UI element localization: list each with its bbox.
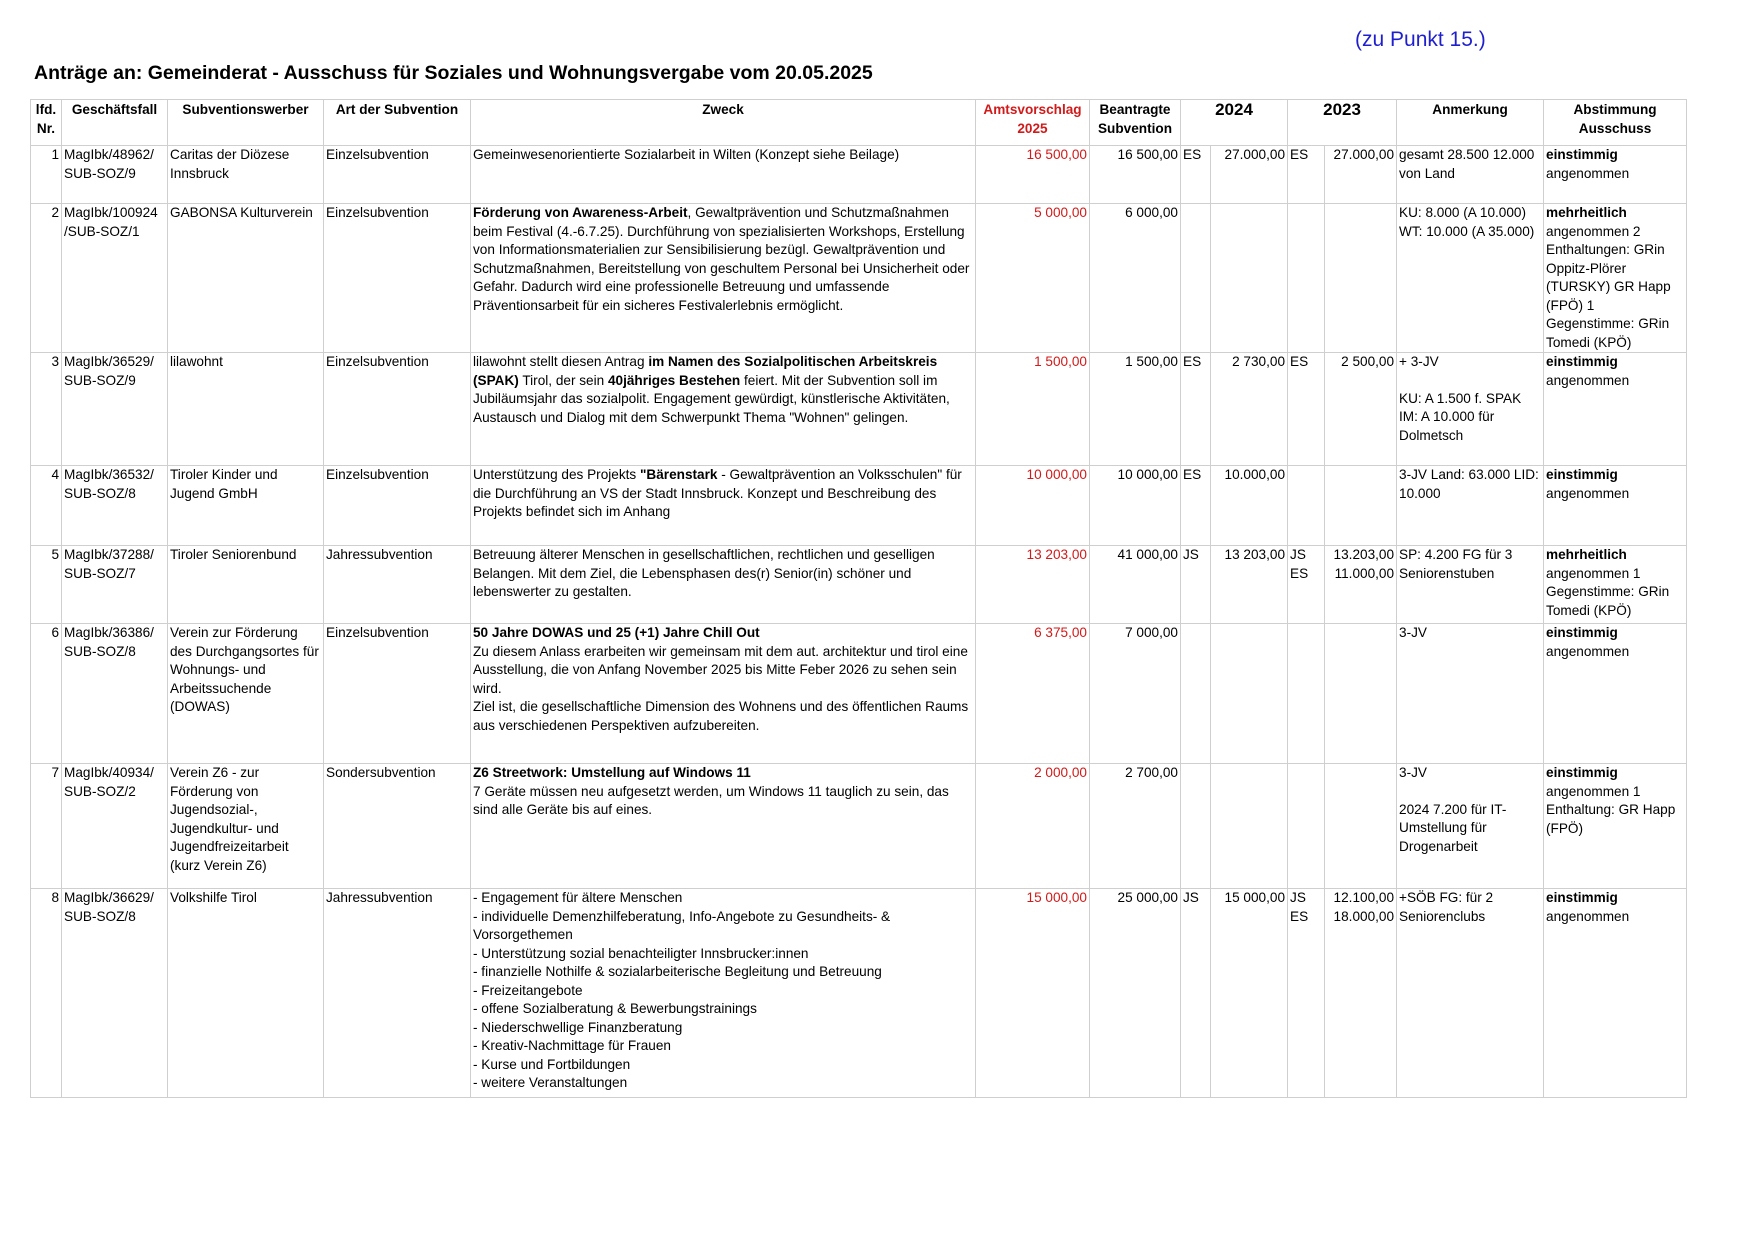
cell-abstimmung — [1544, 146, 1687, 204]
zweck-text: , Gewaltprävention und Schutzmaßnahmen beim Festival (4.-6.7.25). Durchführung von spezialisierten Workshops, Erstellung von Informationsmaterialien zur Sensibilisierung bezügl. Gewaltprävention und Schutzmaßnahmen, Bereitstellung von geschultem Personal bei Unsicherheit oder Gefahr. Dadurch wird eine professionelle Betreuung und umfassende Präventionsarbeit für ein sicheres Festivalerlebnis ermöglicht. — [473, 205, 970, 313]
col-header-nr: lfd. Nr. — [31, 100, 62, 146]
cell-geschaeftsfall: MagIbk/100924 /SUB-SOZ/1 — [62, 204, 168, 353]
cell-value-2023: 2 500,00 — [1325, 353, 1397, 466]
cell-value-2024: 15 000,00 — [1211, 889, 1288, 1098]
col-header-2023: 2023 — [1288, 100, 1397, 146]
cell-type-2023: ES — [1288, 353, 1325, 466]
zweck-bold: Z6 Streetwork: Umstellung auf Windows 11 — [473, 765, 751, 780]
zweck-text: feiert. Mit der Subvention soll im Jubiläumsjahr das sozialpolit. Engagement gewürdigt, künstlerische Aktivitäten, Austausch und Dialog mit dem Schwerpunkt Thema "Wohnen" gelingen. — [473, 372, 950, 425]
cell-abstimmung — [1544, 546, 1687, 624]
note-line: + 3-JV — [1399, 354, 1439, 369]
zweck-list-item: - finanzielle Nothilfe & sozialarbeiterische Begleitung und Betreuung — [473, 964, 882, 979]
cell-geschaeftsfall: MagIbk/36532/ SUB-SOZ/8 — [62, 466, 168, 546]
col-header-2024: 2024 — [1181, 100, 1288, 146]
zweck-text: Betreuung älterer Menschen in gesellschaftlichen, rechtlichen und geselligen Belangen. Mit dem Ziel, die Lebensphasen des(r) Senior(in) schöner und lebenswerter zu gestalten. — [473, 547, 935, 599]
zweck-list-item: - Kurse und Fortbildungen — [473, 1056, 631, 1072]
vote-detail: angenommen 1 Gegenstimme: GRin Tomedi (KPÖ) — [1546, 565, 1670, 618]
cell-zweck — [471, 889, 976, 1098]
table-row — [31, 466, 1687, 546]
col-header-amtsvorschlag: Amtsvorschlag 2025 — [976, 100, 1090, 146]
cell-nr: 1 — [31, 146, 62, 204]
cell-subventionswerber: Caritas der Diözese Innsbruck — [168, 146, 324, 204]
cell-type-2024 — [1181, 764, 1211, 889]
cell-art: Jahressubvention — [324, 889, 471, 1098]
cell-amtsvorschlag: 2 000,00 — [976, 764, 1090, 889]
col-header-beantragt: Beantragte Subvention — [1090, 100, 1181, 146]
note-detail: 2024 7.200 für IT-Umstellung für Drogenarbeit — [1399, 801, 1507, 854]
note-line: 3-JV — [1399, 765, 1427, 780]
cell-beantragt: 2 700,00 — [1090, 764, 1181, 889]
zweck-list-item: - Freizeitangebote — [473, 982, 583, 998]
cell-type-2023: JS ES — [1288, 546, 1325, 624]
table-row — [31, 764, 1687, 889]
vote-result: mehrheitlich — [1546, 205, 1627, 220]
cell-nr: 7 — [31, 764, 62, 889]
cell-type-2024: ES — [1181, 146, 1211, 204]
cell-type-2023: JS ES — [1288, 889, 1325, 1098]
col-header-zweck: Zweck — [471, 100, 976, 146]
cell-type-2024 — [1181, 204, 1211, 353]
cell-type-2023 — [1288, 624, 1325, 764]
zweck-text: Gemeinwesenorientierte Sozialarbeit in Wilten (Konzept siehe Beilage) — [473, 147, 900, 162]
zweck-text: - Gewaltprävention an Volksschulen" für die Durchführung an VS der Stadt Innsbruck. Konzept und Beschreibung des Projekts befindet sich im Anhang — [473, 467, 962, 519]
cell-value-2024: 10.000,00 — [1211, 466, 1288, 546]
zweck-list-item: - Niederschwellige Finanzberatung — [473, 1019, 683, 1035]
col-header-subventionswerber: Subventionswerber — [168, 100, 324, 146]
cell-nr: 6 — [31, 624, 62, 764]
cell-value-2023 — [1325, 624, 1397, 764]
cell-amtsvorschlag: 5 000,00 — [976, 204, 1090, 353]
cell-beantragt: 25 000,00 — [1090, 889, 1181, 1098]
cell-type-2024: JS — [1181, 546, 1211, 624]
note-detail: KU: A 1.500 f. SPAK IM: A 10.000 für Dolmetsch — [1399, 390, 1522, 443]
zweck-text: Zu diesem Anlass erarbeiten wir gemeinsam mit dem aut. architektur und tirol eine Ausstellung, die von Anfang November 2025 bis Mitte Feber 2026 zu sehen sein wird. — [473, 643, 968, 696]
cell-value-2023 — [1325, 466, 1397, 546]
table-row — [31, 204, 1687, 353]
cell-anmerkung: 3-JV — [1397, 624, 1544, 764]
cell-type-2024: ES — [1181, 353, 1211, 466]
cell-subventionswerber: Verein zur Förderung des Durchgangsortes für Wohnungs- und Arbeitssuchende (DOWAS) — [168, 624, 324, 764]
cell-value-2024: 2 730,00 — [1211, 353, 1288, 466]
cell-value-2023 — [1325, 764, 1397, 889]
table-row — [31, 546, 1687, 624]
vote-result: einstimmig — [1546, 467, 1618, 482]
zweck-list-item: - weitere Veranstaltungen — [473, 1075, 628, 1090]
vote-result: einstimmig — [1546, 765, 1618, 780]
zweck-bold: im Namen des Sozialpolitischen Arbeitskreis (SPAK) — [473, 354, 938, 388]
cell-zweck — [471, 146, 976, 204]
zweck-text: lilawohnt stellt diesen Antrag — [473, 354, 649, 369]
table-row — [31, 624, 1687, 764]
cell-subventionswerber: Tiroler Seniorenbund — [168, 546, 324, 624]
zweck-list-item: - Engagement für ältere Menschen — [473, 890, 683, 905]
cell-art: Einzelsubvention — [324, 466, 471, 546]
agenda-item-reference: (zu Punkt 15.) — [1355, 28, 1486, 51]
cell-anmerkung: KU: 8.000 (A 10.000) WT: 10.000 (A 35.000) — [1397, 204, 1544, 353]
cell-beantragt: 16 500,00 — [1090, 146, 1181, 204]
vote-detail: angenommen 2 Enthaltungen: GRin Oppitz-Plörer (TURSKY) GR Happ (FPÖ) 1 Gegenstimme: GRin Tomedi (KPÖ) — [1546, 223, 1671, 350]
zweck-bold: 40jähriges Bestehen — [607, 372, 741, 388]
cell-type-2023 — [1288, 204, 1325, 353]
cell-abstimmung — [1544, 889, 1687, 1098]
cell-beantragt: 7 000,00 — [1090, 624, 1181, 764]
vote-detail: angenommen — [1546, 165, 1630, 181]
cell-zweck — [471, 764, 976, 889]
cell-subventionswerber: lilawohnt — [168, 353, 324, 466]
cell-subventionswerber: Volkshilfe Tirol — [168, 889, 324, 1098]
cell-geschaeftsfall: MagIbk/48962/ SUB-SOZ/9 — [62, 146, 168, 204]
cell-amtsvorschlag: 10 000,00 — [976, 466, 1090, 546]
cell-anmerkung: +SÖB FG: für 2 Seniorenclubs — [1397, 889, 1544, 1098]
cell-beantragt: 6 000,00 — [1090, 204, 1181, 353]
cell-zweck — [471, 546, 976, 624]
vote-detail: angenommen — [1546, 372, 1630, 388]
cell-value-2023 — [1325, 204, 1397, 353]
cell-abstimmung — [1544, 624, 1687, 764]
cell-type-2023 — [1288, 764, 1325, 889]
zweck-bold: Förderung von Awareness-Arbeit — [473, 205, 688, 220]
cell-amtsvorschlag: 6 375,00 — [976, 624, 1090, 764]
cell-geschaeftsfall: MagIbk/37288/ SUB-SOZ/7 — [62, 546, 168, 624]
zweck-text: Ziel ist, die gesellschaftliche Dimension des Wohnens und des öffentlichen Raums aus verschiedenen Perspektiven aufzubereiten. — [473, 699, 969, 733]
subsidy-table — [30, 99, 1687, 1098]
vote-detail: angenommen 1 Enthaltung: GR Happ (FPÖ) — [1546, 783, 1676, 836]
zweck-list-item: - offene Sozialberatung & Bewerbungstrainings — [473, 1001, 757, 1016]
cell-art: Jahressubvention — [324, 546, 471, 624]
cell-subventionswerber: GABONSA Kulturverein — [168, 204, 324, 353]
cell-subventionswerber: Verein Z6 - zur Förderung von Jugendsozial-, Jugendkultur- und Jugendfreizeitarbeit (kurz Verein Z6) — [168, 764, 324, 889]
vote-detail: angenommen — [1546, 643, 1630, 659]
cell-art: Einzelsubvention — [324, 204, 471, 353]
cell-abstimmung — [1544, 353, 1687, 466]
cell-value-2024 — [1211, 204, 1288, 353]
vote-result: einstimmig — [1546, 890, 1618, 905]
cell-geschaeftsfall: MagIbk/36629/ SUB-SOZ/8 — [62, 889, 168, 1098]
cell-nr: 2 — [31, 204, 62, 353]
cell-type-2023: ES — [1288, 146, 1325, 204]
zweck-text: Unterstützung des Projekts — [473, 467, 640, 482]
vote-detail: angenommen — [1546, 908, 1630, 924]
cell-beantragt: 10 000,00 — [1090, 466, 1181, 546]
cell-type-2023 — [1288, 466, 1325, 546]
cell-type-2024: ES — [1181, 466, 1211, 546]
cell-value-2023: 27.000,00 — [1325, 146, 1397, 204]
cell-value-2023: 12.100,00 18.000,00 — [1325, 889, 1397, 1098]
zweck-text: 7 Geräte müssen neu aufgesetzt werden, um Windows 11 tauglich zu sein, das sind alle Geräte bis auf eines. — [473, 783, 949, 817]
cell-art: Einzelsubvention — [324, 353, 471, 466]
cell-nr: 5 — [31, 546, 62, 624]
cell-type-2024: JS — [1181, 889, 1211, 1098]
cell-amtsvorschlag: 1 500,00 — [976, 353, 1090, 466]
col-header-anmerkung: Anmerkung — [1397, 100, 1544, 146]
vote-result: mehrheitlich — [1546, 547, 1627, 562]
vote-detail: angenommen — [1546, 485, 1630, 501]
cell-value-2024 — [1211, 624, 1288, 764]
zweck-bold: 50 Jahre DOWAS und 25 (+1) Jahre Chill Out — [473, 625, 760, 640]
cell-abstimmung — [1544, 204, 1687, 353]
zweck-list-item: - Unterstützung sozial benachteiligter Innsbrucker:innen — [473, 945, 809, 961]
cell-nr: 8 — [31, 889, 62, 1098]
cell-abstimmung — [1544, 764, 1687, 889]
cell-zweck — [471, 624, 976, 764]
cell-beantragt: 1 500,00 — [1090, 353, 1181, 466]
col-header-geschaeftsfall: Geschäftsfall — [62, 100, 168, 146]
col-header-abstimmung: Abstimmung Ausschuss — [1544, 100, 1687, 146]
cell-geschaeftsfall: MagIbk/36386/ SUB-SOZ/8 — [62, 624, 168, 764]
table-row — [31, 353, 1687, 466]
cell-amtsvorschlag: 16 500,00 — [976, 146, 1090, 204]
cell-anmerkung — [1397, 353, 1544, 466]
cell-value-2024: 13 203,00 — [1211, 546, 1288, 624]
cell-subventionswerber: Tiroler Kinder und Jugend GmbH — [168, 466, 324, 546]
cell-type-2024 — [1181, 624, 1211, 764]
cell-zweck — [471, 204, 976, 353]
cell-nr: 3 — [31, 353, 62, 466]
cell-value-2024: 27.000,00 — [1211, 146, 1288, 204]
zweck-bold: "Bärenstark — [639, 467, 718, 482]
cell-anmerkung: SP: 4.200 FG für 3 Seniorenstuben — [1397, 546, 1544, 624]
cell-anmerkung: gesamt 28.500 12.000 von Land — [1397, 146, 1544, 204]
cell-art: Einzelsubvention — [324, 624, 471, 764]
document-title: Anträge an: Gemeinderat - Ausschuss für Soziales und Wohnungsvergabe vom 20.05.2025 — [34, 62, 873, 84]
cell-abstimmung — [1544, 466, 1687, 546]
vote-result: einstimmig — [1546, 625, 1618, 640]
cell-anmerkung — [1397, 764, 1544, 889]
cell-value-2023: 13.203,00 11.000,00 — [1325, 546, 1397, 624]
table-row — [31, 146, 1687, 204]
cell-art: Einzelsubvention — [324, 146, 471, 204]
vote-result: einstimmig — [1546, 147, 1618, 162]
vote-result: einstimmig — [1546, 354, 1618, 369]
cell-beantragt: 41 000,00 — [1090, 546, 1181, 624]
zweck-list-item: - Kreativ-Nachmittage für Frauen — [473, 1038, 671, 1053]
cell-value-2024 — [1211, 764, 1288, 889]
cell-amtsvorschlag: 13 203,00 — [976, 546, 1090, 624]
table-header-row — [31, 100, 1687, 146]
table-row — [31, 889, 1687, 1098]
cell-amtsvorschlag: 15 000,00 — [976, 889, 1090, 1098]
cell-nr: 4 — [31, 466, 62, 546]
cell-zweck — [471, 353, 976, 466]
cell-anmerkung: 3-JV Land: 63.000 LID: 10.000 — [1397, 466, 1544, 546]
cell-art: Sondersubvention — [324, 764, 471, 889]
zweck-list-item: - individuelle Demenzhilfeberatung, Info-Angebote zu Gesundheits- & Vorsorgethemen — [473, 908, 891, 942]
cell-zweck — [471, 466, 976, 546]
zweck-text: Tirol, der sein — [518, 372, 608, 388]
cell-geschaeftsfall: MagIbk/36529/ SUB-SOZ/9 — [62, 353, 168, 466]
cell-geschaeftsfall: MagIbk/40934/ SUB-SOZ/2 — [62, 764, 168, 889]
col-header-art: Art der Subvention — [324, 100, 471, 146]
